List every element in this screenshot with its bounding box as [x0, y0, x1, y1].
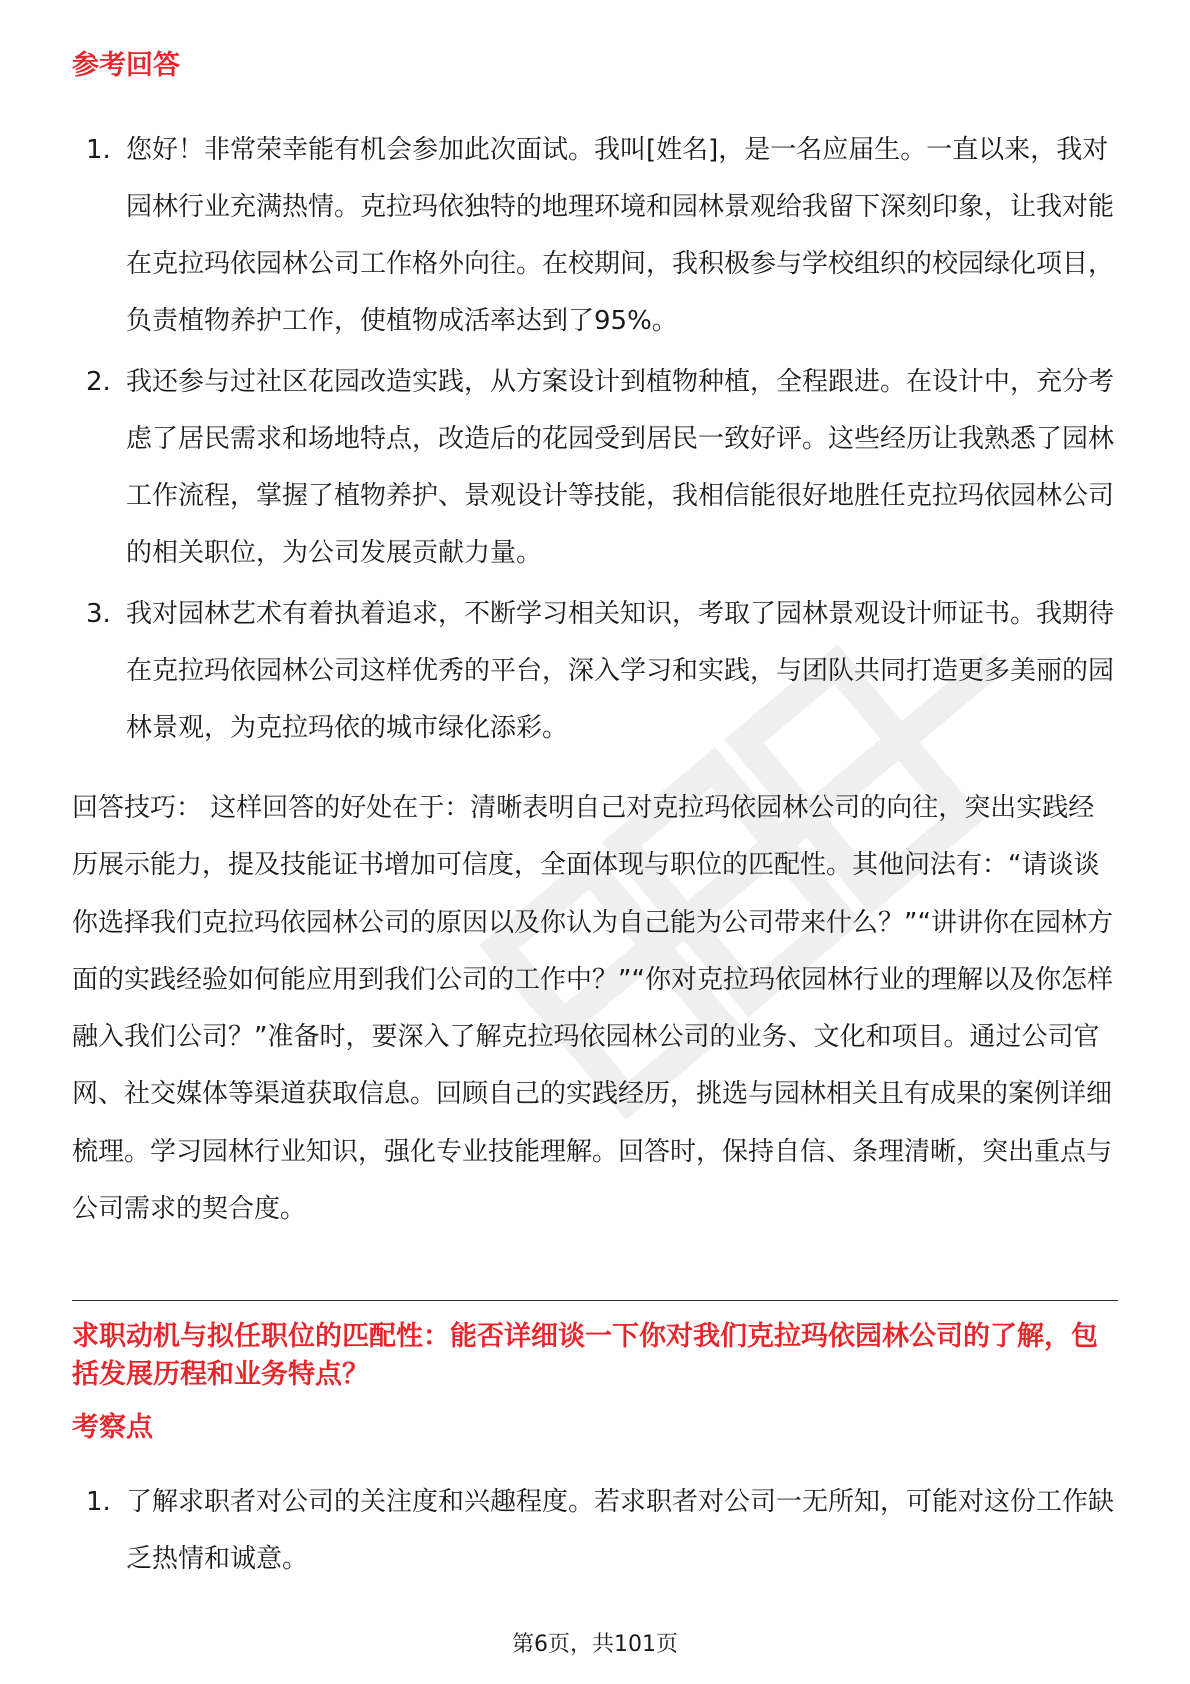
list-item [72, 1474, 1118, 1588]
list-item [72, 354, 1118, 582]
answer-tips-paragraph: 回答技巧： 这样回答的好处在于：清晰表明自己对克拉玛依园林公司的向往，突出实践经历展示能力，提及技能证书增加可信度，全面体现与职位的匹配性。其他问法有：“请谈谈你选择我们克拉玛依园林公司的原因以及你认为自己能为公司带来什么？”“讲讲你在园林方面的实践经验如何能应用到我们公司的工作中？”“你对克拉玛依园林行业的理解以及你怎样融入我们公司？”准备时，要深入了解克拉玛依园林公司的业务、文化和项目。通过公司官网、社交媒体等渠道获取信息。回顾自己的实践经历，挑选与园林相关且有成果的案例详细梳理。学习园林行业知识，强化专业技能理解。回答时，保持自信、条理清晰，突出重点与公司需求的契合度。 [72, 793, 1113, 1225]
list-item-text: 您好！非常荣幸能有机会参加此次面试。我叫[姓名]，是一名应届生。一直以来，我对园林行业充满热情。克拉玛依独特的地理环境和园林景观给我留下深刻印象，让我对能在克拉玛依园林公司工作格外向往。在校期间，我积极参与学校组织的校园绿化项目，负责植物养护工作，使植物成活率达到了95%。 [126, 135, 1115, 336]
list-item [72, 586, 1118, 757]
reference-answer-heading: 参考回答 [72, 50, 180, 81]
assessment-points-list [72, 1474, 1118, 1588]
list-item-number: 3. [86, 599, 111, 629]
list-item [72, 122, 1118, 350]
reference-answer-list [72, 122, 1118, 761]
question-title: 求职动机与拟任职位的匹配性：能否详细谈一下你对我们克拉玛依园林公司的了解，包括发展历程和业务特点？ [72, 1321, 1098, 1390]
list-item-number: 2. [86, 367, 111, 397]
list-item-number: 1. [86, 135, 111, 165]
section-divider [72, 1300, 1118, 1301]
assessment-points-heading: 考察点 [72, 1412, 153, 1443]
list-item-text: 我还参与过社区花园改造实践，从方案设计到植物种植，全程跟进。在设计中，充分考虑了居民需求和场地特点，改造后的花园受到居民一致好评。这些经历让我熟悉了园林工作流程，掌握了植物养护、景观设计等技能，我相信能很好地胜任克拉玛依园林公司的相关职位，为公司发展贡献力量。 [126, 367, 1115, 568]
list-item-text: 了解求职者对公司的关注度和兴趣程度。若求职者对公司一无所知，可能对这份工作缺乏热情和诚意。 [126, 1487, 1115, 1574]
page-footer: 第6页，共101页 [512, 1632, 678, 1657]
list-item-number: 1. [86, 1487, 111, 1517]
list-item-text: 我对园林艺术有着执着追求，不断学习相关知识，考取了园林景观设计师证书。我期待在克拉玛依园林公司这样优秀的平台，深入学习和实践，与团队共同打造更多美丽的园林景观，为克拉玛依的城市绿化添彩。 [126, 599, 1115, 743]
